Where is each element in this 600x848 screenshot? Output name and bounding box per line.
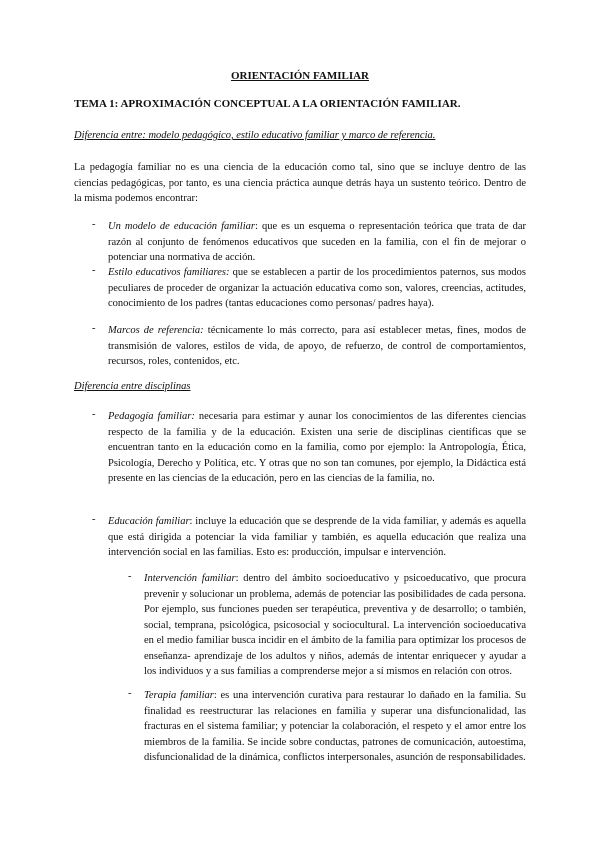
list-item-term: Educación familiar <box>108 516 190 527</box>
chapter-heading: TEMA 1: APROXIMACIÓN CONCEPTUAL A LA ORIENTACIÓN FAMILIAR. <box>74 98 461 110</box>
list-item-text: : es una intervención curativa para restaurar lo dañado en la familia. Su finalidad es reestructurar las relaciones en familia y superar una disfuncionalidad, las fracturas en el sistema familiar; y potenciar la colaboración, el respeto y el amor entre los miembros de la familia. Se incide sobre conductas, patrones de comunicación, autoestima, disfuncionalidad de la dinámica, conflictos interpersonales, asunción de responsabilidades. <box>144 690 526 763</box>
list-item-text: : que es un esquema o representación teórica que trata de dar razón al conjunto de fenómenos educativos que suceden en la familia, con el fin de mejorar o potenciar una normativa de acción. <box>108 221 527 263</box>
list-item-pedagogia <box>108 409 526 487</box>
section-heading-disciplines: Diferencia entre disciplinas <box>74 381 191 392</box>
list-bullet: - <box>92 265 96 276</box>
list-item-text: : incluye la educación que se desprende de la vida familiar, y además es aquella que está dirigida a potenciar la vida familiar y también, es aquella educación que realiza una intervención social en las familias. Esto es: producción, impulsar e intervención. <box>108 516 526 558</box>
list-bullet: - <box>92 219 96 230</box>
list-item-term: Intervención familiar <box>144 573 236 584</box>
document-title: ORIENTACIÓN FAMILIAR <box>230 70 369 82</box>
list-item-modelo <box>108 219 526 266</box>
list-item-term: Terapia familiar <box>144 690 214 701</box>
list-bullet: - <box>92 409 96 420</box>
sub-item-intervencion <box>144 571 526 680</box>
list-item-text: que se establecen a partir de los procedimientos paternos, sus modos peculiares de proceder de organizar la actuación educativa como son, valores, creencias, actitudes, conocimiento de los padres (tantas educaciones como personas/ padres haya). <box>108 267 526 309</box>
list-item-text: : dentro del ámbito socioeducativo y psicoeducativo, que procura prevenir y solucionar un problema, además de potenciar las posibilidades de cada persona. Por ejemplo, sus funciones pueden ser terapéutica, preventiva y de desarrollo; o también, social, temprana, psicológica, psicosocial y sociocultural. La intervención socioeducativa en el medio familiar busca incidir en el ámbito de la familia para optimizar los procesos de enseñanza- aprendizaje de los adultos y niños, además de intentar enriquecer y ayudar a los individuos y a sus familias a comprenderse mejor a sí mismos en relación con otros. <box>144 573 526 677</box>
list-bullet: - <box>92 323 96 334</box>
list-item-text: necesaria para estimar y aunar los conocimientos de las diferentes ciencias respecto de la familia y de la educación. Existen una serie de disciplinas científicas que se encuentran tanto en la educación como en la familia, como por ejemplo: la Antropología, Ética, Psicología, Derecho y Política, etc. Y otras que no son tan comunes, por ejemplo, la Didáctica está presente en las ciencias de la educación, pero en las ciencias de la familia, no. <box>108 411 526 484</box>
list-item-term: Un modelo de educación familiar <box>108 221 255 232</box>
intro-paragraph: La pedagogía familiar no es una ciencia de la educación como tal, sino que se incluye dentro de las ciencias pedagógicas, por tanto, es una ciencia práctica aunque detrás haya un sustento teórico. Dentro de la misma podemos encontrar: <box>74 162 526 204</box>
list-item-term: Pedagogía familiar: <box>108 411 195 422</box>
section-heading-differences: Diferencia entre: modelo pedagógico, estilo educativo familiar y marco de referencia. <box>74 130 436 141</box>
list-item-text: técnicamente lo más correcto, para así establecer metas, fines, modos de transmisión de valores, estilos de vida, de apoyo, de refuerzo, de control de comportamientos, recursos, roles, contenidos, etc. <box>108 325 527 367</box>
list-item-estilo <box>108 265 526 312</box>
list-item-educacion <box>108 514 526 561</box>
sub-item-terapia <box>144 688 526 766</box>
list-item-term: Marcos de referencia: <box>108 325 204 336</box>
list-item-term: Estilo educativos familiares: <box>108 267 230 278</box>
sub-list-bullet: - <box>128 688 132 699</box>
list-item-marcos <box>108 323 526 370</box>
list-bullet: - <box>92 514 96 525</box>
sub-list-bullet: - <box>128 571 132 582</box>
